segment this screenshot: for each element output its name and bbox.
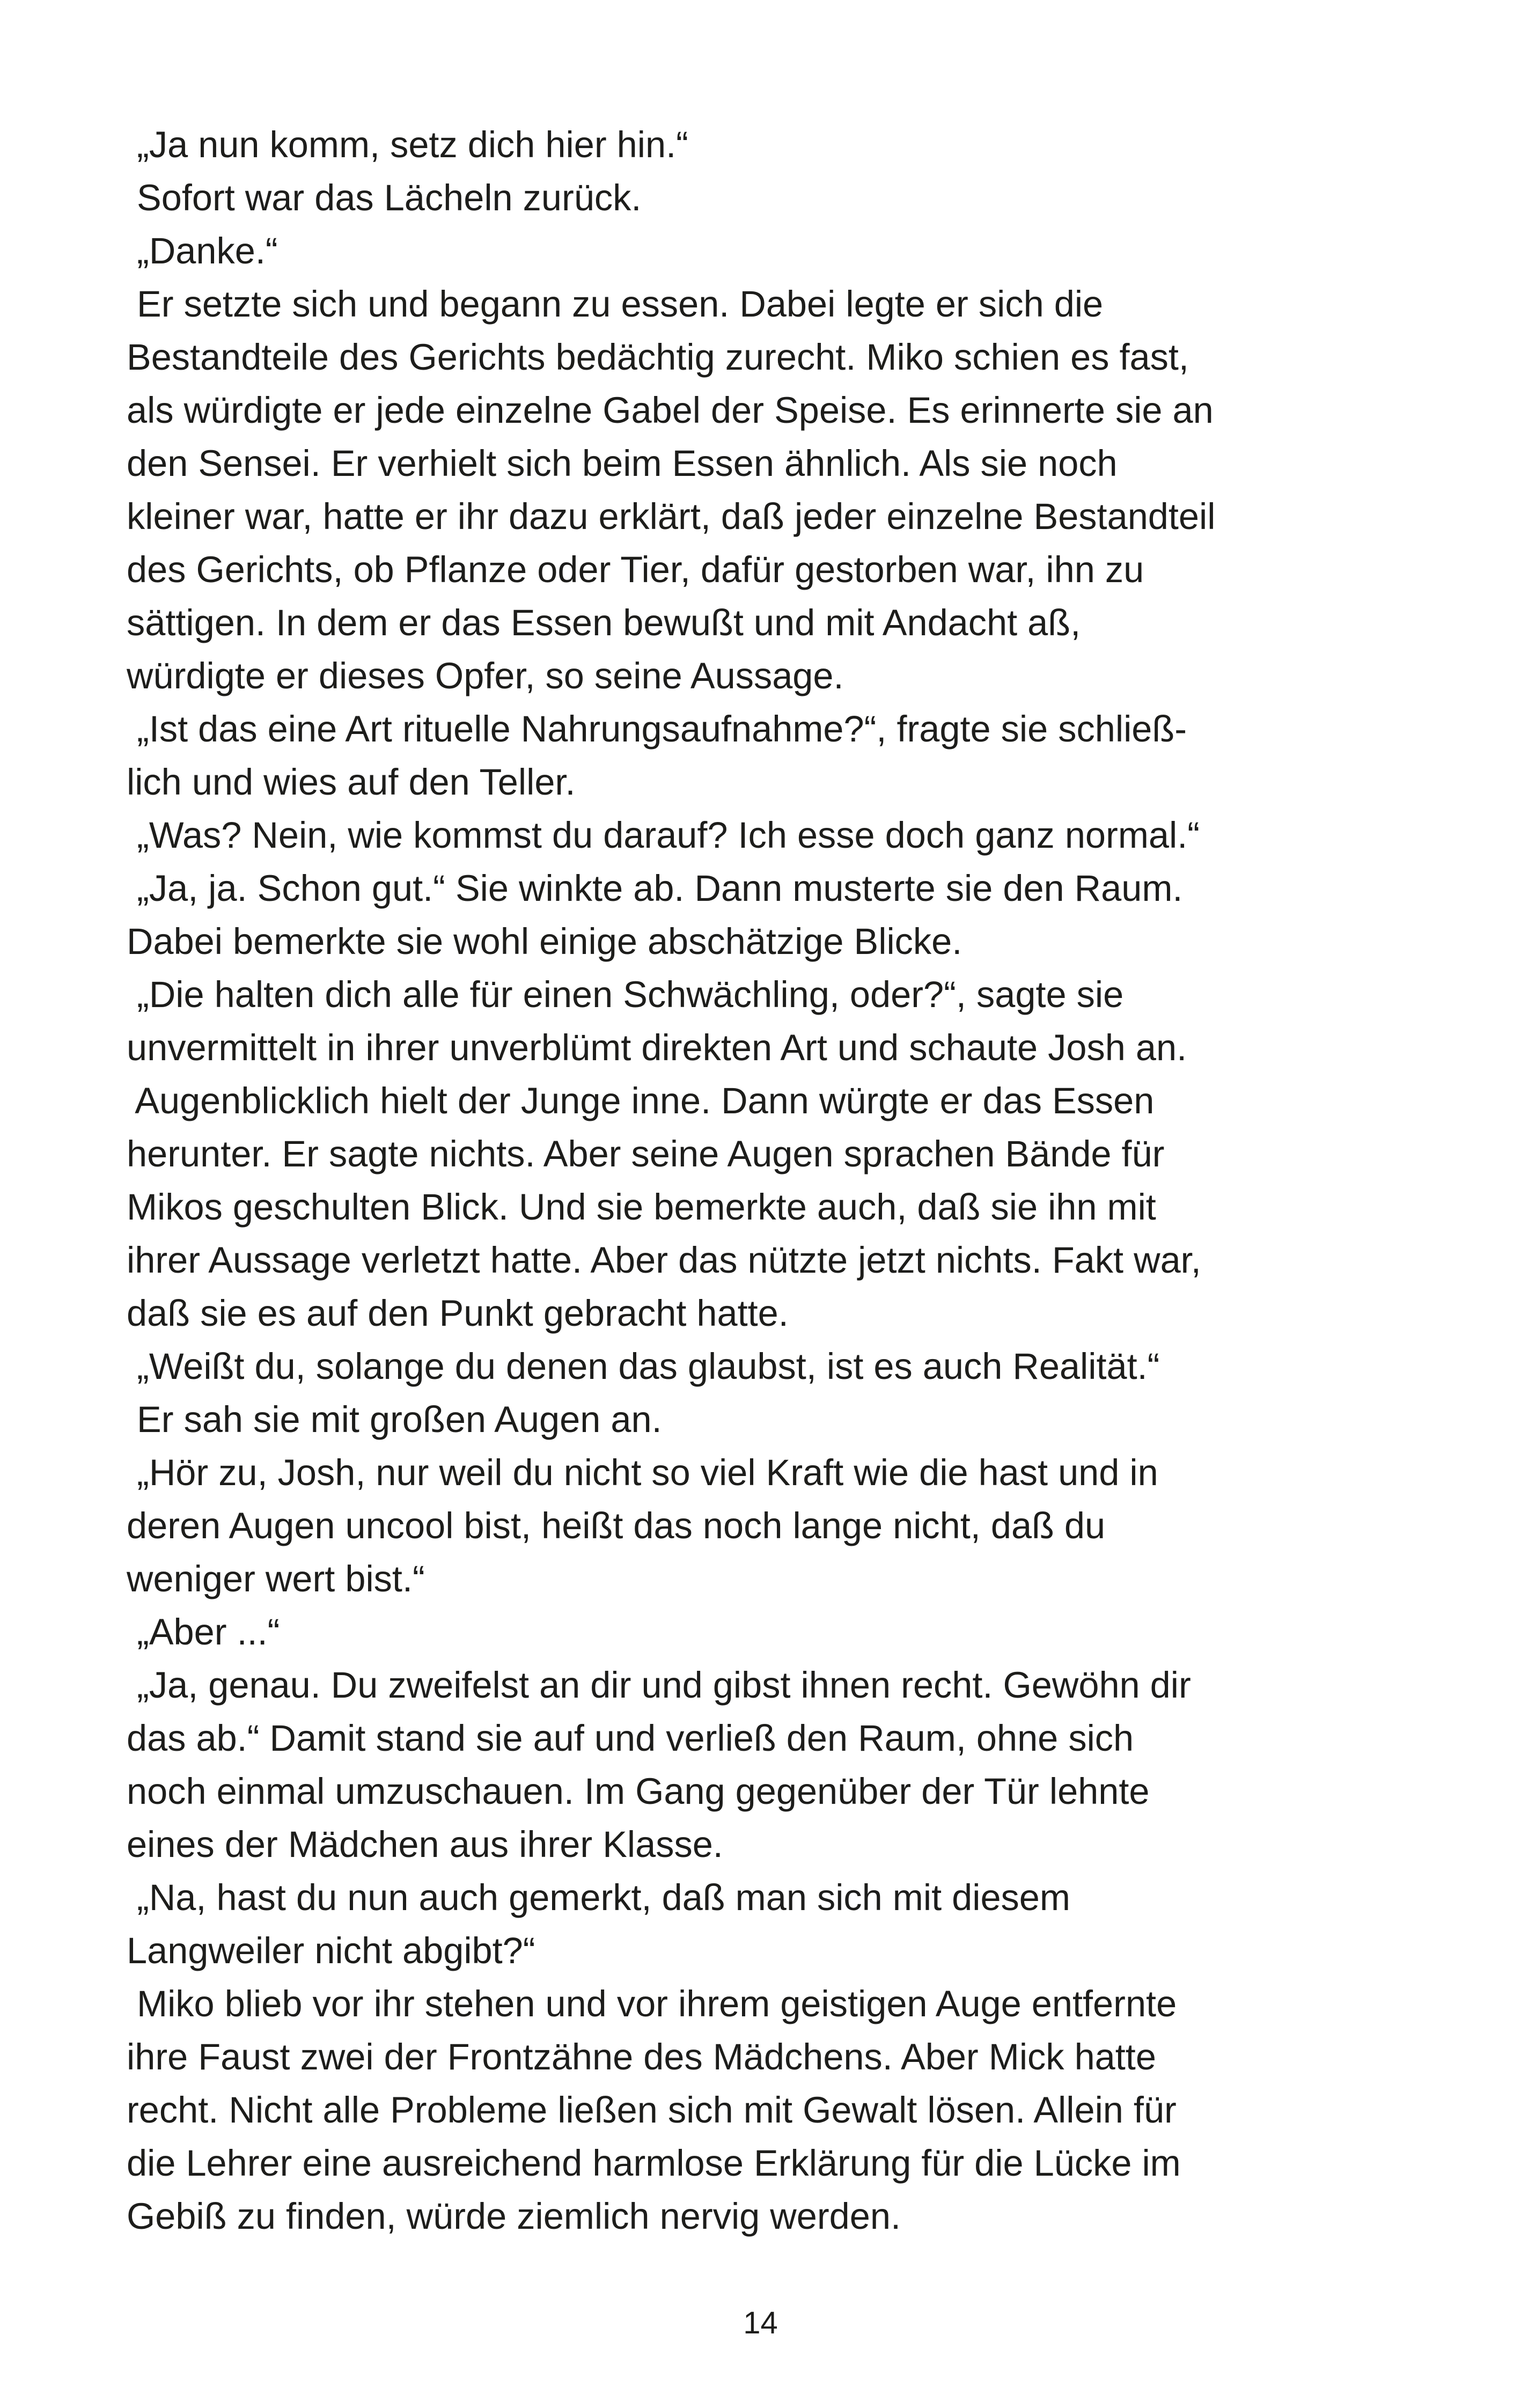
text-line: als würdigte er jede einzelne Gabel der Speise. Es erinnerte sie an (127, 390, 1214, 431)
text-line: des Gerichts, ob Pflanze oder Tier, dafür gestorben war, ihn zu (127, 549, 1144, 590)
text-line: kleiner war, hatte er ihr dazu erklärt, daß jeder einzelne Bestandteil (127, 496, 1216, 537)
text-line: das ab.“ Damit stand sie auf und verließ den Raum, ohne sich (127, 1717, 1134, 1759)
text-line: „Hör zu, Josh, nur weil du nicht so viel Kraft wie die hast und in (127, 1452, 1158, 1493)
text-line: Mikos geschulten Blick. Und sie bemerkte auch, daß sie ihn mit (127, 1186, 1156, 1228)
text-line: „Aber ...“ (127, 1611, 280, 1653)
text-line: herunter. Er sagte nichts. Aber seine Augen sprachen Bände für (127, 1133, 1165, 1174)
text-line: „Ist das eine Art rituelle Nahrungsaufnahme?“, fragte sie schließ- (127, 708, 1187, 750)
text-line: „Die halten dich alle für einen Schwächling, oder?“, sagte sie (127, 974, 1124, 1015)
text-line: „Ja nun komm, setz dich hier hin.“ (127, 124, 688, 165)
text-line: Dabei bemerkte sie wohl einige abschätzige Blicke. (127, 921, 962, 962)
text-line: „Na, hast du nun auch gemerkt, daß man sich mit diesem (127, 1877, 1070, 1918)
text-line: noch einmal umzuschauen. Im Gang gegenüber der Tür lehnte (127, 1771, 1150, 1812)
text-line: weniger wert bist.“ (127, 1558, 425, 1599)
text-line: Augenblicklich hielt der Junge inne. Dann würgte er das Essen (127, 1080, 1155, 1121)
text-line: sättigen. In dem er das Essen bewußt und mit Andacht aß, (127, 602, 1081, 643)
text-line: Sofort war das Lächeln zurück. (127, 177, 642, 218)
text-line: den Sensei. Er verhielt sich beim Essen ähnlich. Als sie noch (127, 443, 1118, 484)
body-text (127, 118, 1393, 2243)
text-line: daß sie es auf den Punkt gebracht hatte. (127, 1293, 789, 1334)
text-line: Er setzte sich und begann zu essen. Dabei legte er sich die (127, 283, 1104, 325)
text-line: die Lehrer eine ausreichend harmlose Erklärung für die Lücke im (127, 2142, 1181, 2184)
text-line: würdigte er dieses Opfer, so seine Aussage. (127, 655, 844, 696)
text-line: unvermittelt in ihrer unverblümt direkten Art und schaute Josh an. (127, 1027, 1187, 1068)
text-line: deren Augen uncool bist, heißt das noch lange nicht, daß du (127, 1505, 1106, 1546)
text-line: recht. Nicht alle Probleme ließen sich mit Gewalt lösen. Allein für (127, 2089, 1177, 2131)
text-line: Gebiß zu finden, würde ziemlich nervig werden. (127, 2196, 901, 2237)
text-line: eines der Mädchen aus ihrer Klasse. (127, 1824, 723, 1865)
text-line: „Ja, ja. Schon gut.“ Sie winkte ab. Dann musterte sie den Raum. (127, 868, 1183, 909)
text-line: Bestandteile des Gerichts bedächtig zurecht. Miko schien es fast, (127, 336, 1189, 378)
text-line: „Ja, genau. Du zweifelst an dir und gibst ihnen recht. Gewöhn dir (127, 1664, 1191, 1706)
text-line: „Was? Nein, wie kommst du darauf? Ich esse doch ganz normal.“ (127, 814, 1200, 856)
page-number: 14 (743, 2306, 778, 2340)
text-line: „Danke.“ (127, 230, 278, 271)
text-line: ihre Faust zwei der Frontzähne des Mädchens. Aber Mick hatte (127, 2036, 1156, 2077)
text-line: „Weißt du, solange du denen das glaubst, ist es auch Realität.“ (127, 1346, 1160, 1387)
text-line: ihrer Aussage verletzt hatte. Aber das nützte jetzt nichts. Fakt war, (127, 1239, 1201, 1281)
text-line: lich und wies auf den Teller. (127, 761, 576, 803)
text-line: Miko blieb vor ihr stehen und vor ihrem geistigen Auge entfernte (127, 1983, 1177, 2024)
text-line: Langweiler nicht abgibt?“ (127, 1930, 535, 1971)
text-line: Er sah sie mit großen Augen an. (127, 1399, 662, 1440)
